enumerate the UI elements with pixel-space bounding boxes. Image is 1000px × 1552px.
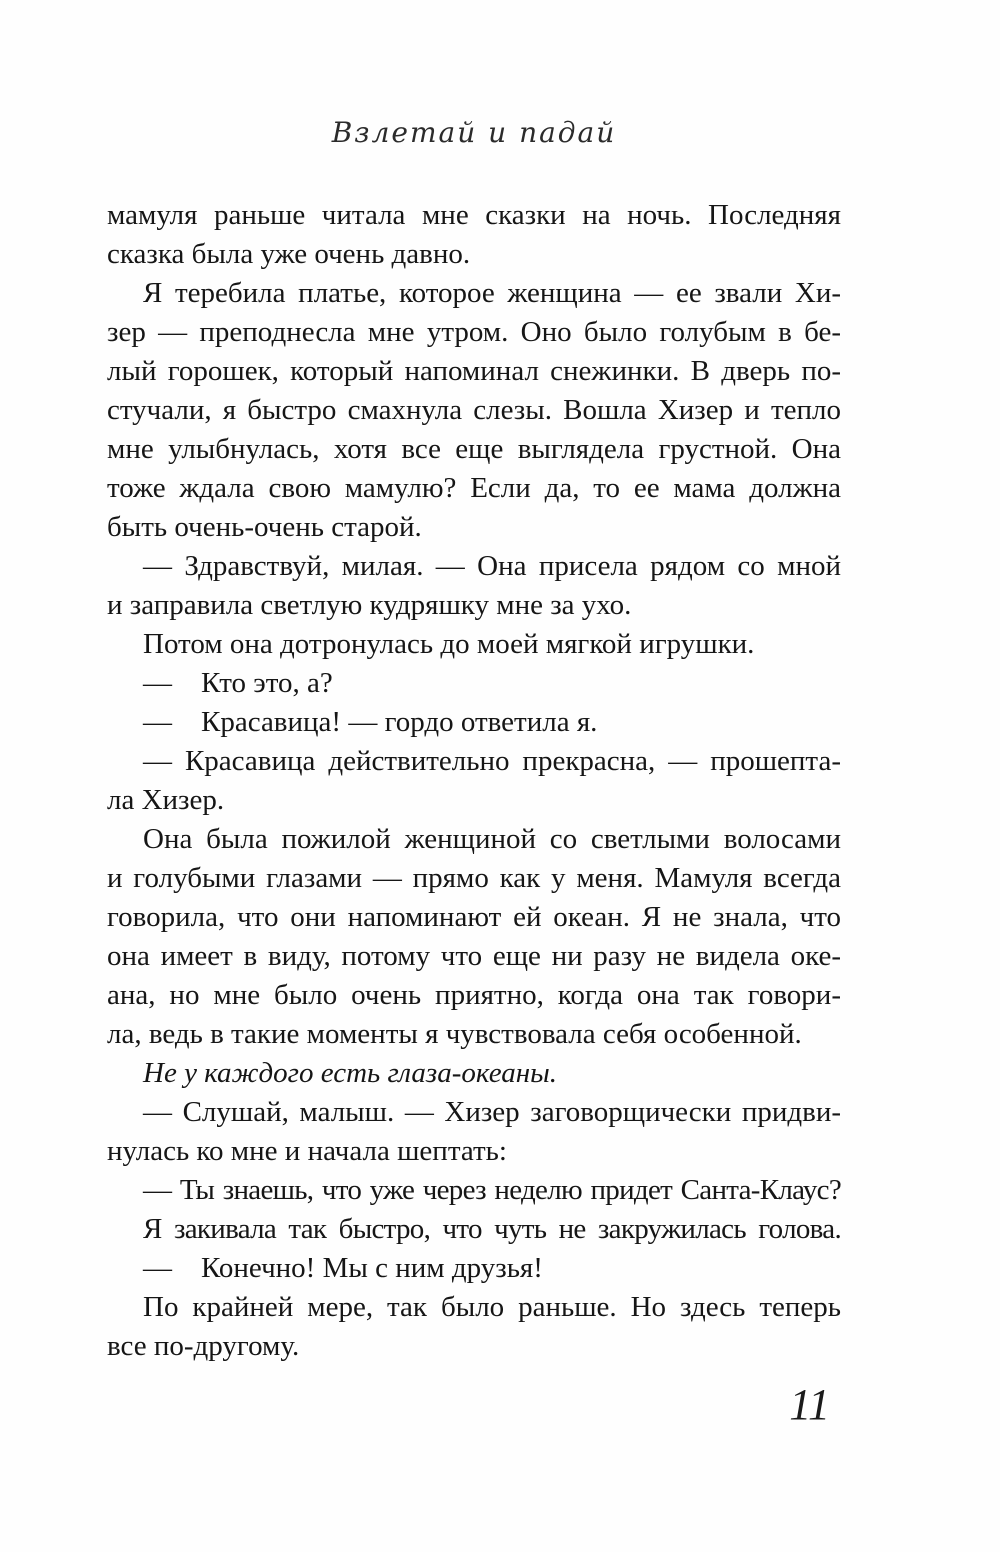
text-line: она имеет в виду, потому что еще ни разу не видела оке- (107, 940, 841, 972)
text-line: — Здравствуй, милая. — Она присела рядом со мной (143, 550, 841, 582)
text-line: ана, но мне было очень приятно, когда она так говори- (107, 979, 841, 1011)
text-line: стучали, я быстро смахнула слезы. Вошла Хизер и тепло (107, 394, 841, 426)
text-line: говорила, что они напоминают ей океан. Я не знала, что (107, 901, 841, 933)
text-line: По крайней мере, так было раньше. Но здесь теперь (143, 1291, 841, 1323)
text-line: лый горошек, который напоминал снежинки. В дверь по- (107, 355, 841, 387)
text-line: сказка была уже очень давно. (107, 238, 471, 270)
text-line: ла Хизер. (107, 784, 225, 816)
text-line: — Слушай, малыш. — Хизер заговорщически придви- (143, 1096, 841, 1128)
text-line: — Кто это, а? (143, 667, 333, 699)
text-line: быть очень-очень старой. (107, 511, 422, 543)
text-line: — Ты знаешь, что уже через неделю придет Санта-Клаус? (143, 1174, 841, 1206)
text-line: мамуля раньше читала мне сказки на ночь. Последняя (107, 199, 841, 231)
text-line: и голубыми глазами — прямо как у меня. Мамуля всегда (107, 862, 841, 894)
body-text (107, 196, 841, 1366)
text-line: Я закивала так быстро, что чуть не закружилась голова. (143, 1213, 841, 1245)
page-number: 11 (789, 1380, 830, 1429)
text-line: Потом она дотронулась до моей мягкой игрушки. (143, 628, 755, 660)
text-line: зер — преподнесла мне утром. Оно было голубым в бе- (107, 316, 841, 348)
text-line: Я теребила платье, которое женщина — ее звали Хи- (143, 277, 841, 309)
text-line: — Красавица действительно прекрасна, — прошепта- (143, 745, 841, 777)
text-line: Не у каждого есть глаза-океаны. (143, 1057, 558, 1089)
text-line: и заправила светлую кудряшку мне за ухо. (107, 589, 632, 621)
text-line: нулась ко мне и начала шептать: (107, 1135, 507, 1167)
running-header: Взлетай и падай (331, 116, 617, 149)
text-line: Она была пожилой женщиной со светлыми волосами (143, 823, 841, 855)
text-line: ла, ведь в такие моменты я чувствовала себя особенной. (107, 1018, 802, 1050)
text-line: мне улыбнулась, хотя все еще выглядела грустной. Она (107, 433, 841, 465)
text-line: — Красавица! — гордо ответила я. (143, 706, 598, 738)
text-line: все по-другому. (107, 1330, 300, 1362)
text-line: тоже ждала свою мамулю? Если да, то ее мама должна (107, 472, 841, 504)
text-line: — Конечно! Мы с ним друзья! (143, 1252, 543, 1284)
